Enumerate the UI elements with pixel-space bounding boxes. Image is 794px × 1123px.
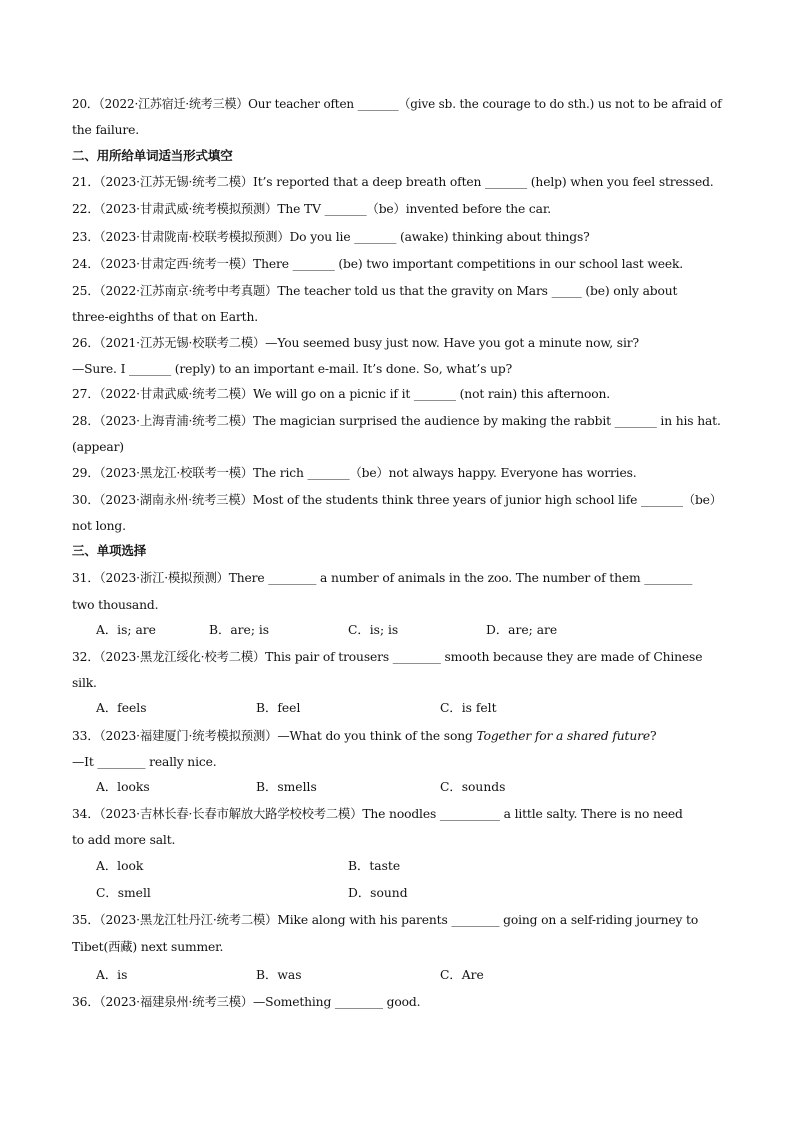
q35-option-c: C．Are (440, 968, 484, 982)
question-20-line-1: 20．（2022·江苏宿迁·统考三模）Our teacher often _______（give sb. the courage to do sth.) us not to be afraid of (72, 97, 722, 111)
q32-option-c: C．is felt (440, 701, 497, 715)
question-33-line-2: —It ________ really nice. (72, 755, 217, 769)
question-32-line-1: 32．（2023·黑龙江绥化·校考二模）This pair of trousers ________ smooth because they are made of Chinese (72, 650, 703, 664)
question-34-line-1: 34．（2023·吉林长春·长春市解放大路学校校考二模）The noodles __________ a little salty. There is no need (72, 807, 683, 821)
question-26-line-1: 26．（2021·江苏无锡·校联考二模）—You seemed busy just now. Have you got a minute now, sir? (72, 336, 639, 350)
q34-option-d: D．sound (348, 886, 408, 900)
question-26-line-2: —Sure. I _______ (reply) to an important e-mail. It’s done. So, what’s up? (72, 362, 513, 376)
q34-option-c: C．smell (96, 886, 151, 900)
q33-song-title: Together for a shared future (476, 729, 650, 743)
q34-option-b: B．taste (348, 859, 401, 873)
question-33-line-1 (72, 728, 656, 744)
question-23: 23．（2023·甘肃陇南·校联考模拟预测）Do you lie _______ (awake) thinking about things? (72, 230, 590, 244)
question-27: 27．（2022·甘肃武威·统考二模）We will go on a picnic if it _______ (not rain) this afternoon. (72, 387, 611, 401)
q31-option-d: D．are; are (486, 623, 558, 637)
section-2-heading: 二、用所给单词适当形式填空 (72, 148, 233, 163)
q33-option-a: A．looks (96, 780, 150, 794)
question-24: 24．（2023·甘肃定西·统考一模）There _______ (be) two important competitions in our school last week. (72, 257, 684, 271)
q34-option-a: A．look (96, 859, 144, 873)
q33-option-c: C．sounds (440, 780, 506, 794)
question-22: 22．（2023·甘肃武威·统考模拟预测）The TV _______（be）invented before the car. (72, 202, 551, 216)
q35-option-a: A．is (96, 968, 128, 982)
question-35-line-2: Tibet(西藏) next summer. (72, 940, 224, 954)
q32-option-a: A．feels (96, 701, 147, 715)
question-36: 36．（2023·福建泉州·统考三模）—Something ________ good. (72, 995, 421, 1009)
question-32-line-2: silk. (72, 676, 97, 690)
q31-option-a: A．is; are (96, 623, 156, 637)
question-29: 29．（2023·黑龙江·校联考一模）The rich _______（be）not always happy. Everyone has worries. (72, 466, 637, 480)
q31-option-b: B．are; is (209, 623, 270, 637)
question-21: 21．（2023·江苏无锡·统考二模）It’s reported that a deep breath often _______ (help) when you feel stressed. (72, 175, 714, 189)
q33-prefix: 33．（2023·福建厦门·统考模拟预测）—What do you think of the song (72, 729, 477, 743)
question-35-line-1: 35．（2023·黑龙江牡丹江·统考二模）Mike along with his parents ________ going on a self-riding journey to (72, 913, 699, 927)
question-34-line-2: to add more salt. (72, 833, 176, 847)
question-25-line-2: three-eighths of that on Earth. (72, 310, 258, 324)
question-25-line-1: 25．（2022·江苏南京·统考中考真题）The teacher told us that the gravity on Mars _____ (be) only about (72, 284, 678, 298)
question-20-line-2: the failure. (72, 123, 139, 137)
question-31-line-2: two thousand. (72, 598, 159, 612)
question-30-line-2: not long. (72, 519, 126, 533)
q31-option-c: C．is; is (348, 623, 399, 637)
section-3-heading: 三、单项选择 (72, 543, 147, 558)
question-30-line-1: 30．（2023·湖南永州·统考三模）Most of the students think three years of junior high school life _______（be） (72, 493, 722, 507)
q35-option-b: B．was (256, 968, 302, 982)
q33-suffix: ? (649, 729, 657, 743)
question-28-line-2: (appear) (72, 440, 124, 454)
q32-option-b: B．feel (256, 701, 301, 715)
q33-option-b: B．smells (256, 780, 317, 794)
question-31-line-1: 31．（2023·浙江·模拟预测）There ________ a number of animals in the zoo. The number of them ________ (72, 571, 693, 585)
question-28-line-1: 28．（2023·上海青浦·统考二模）The magician surprised the audience by making the rabbit _______ in his hat. (72, 414, 721, 428)
